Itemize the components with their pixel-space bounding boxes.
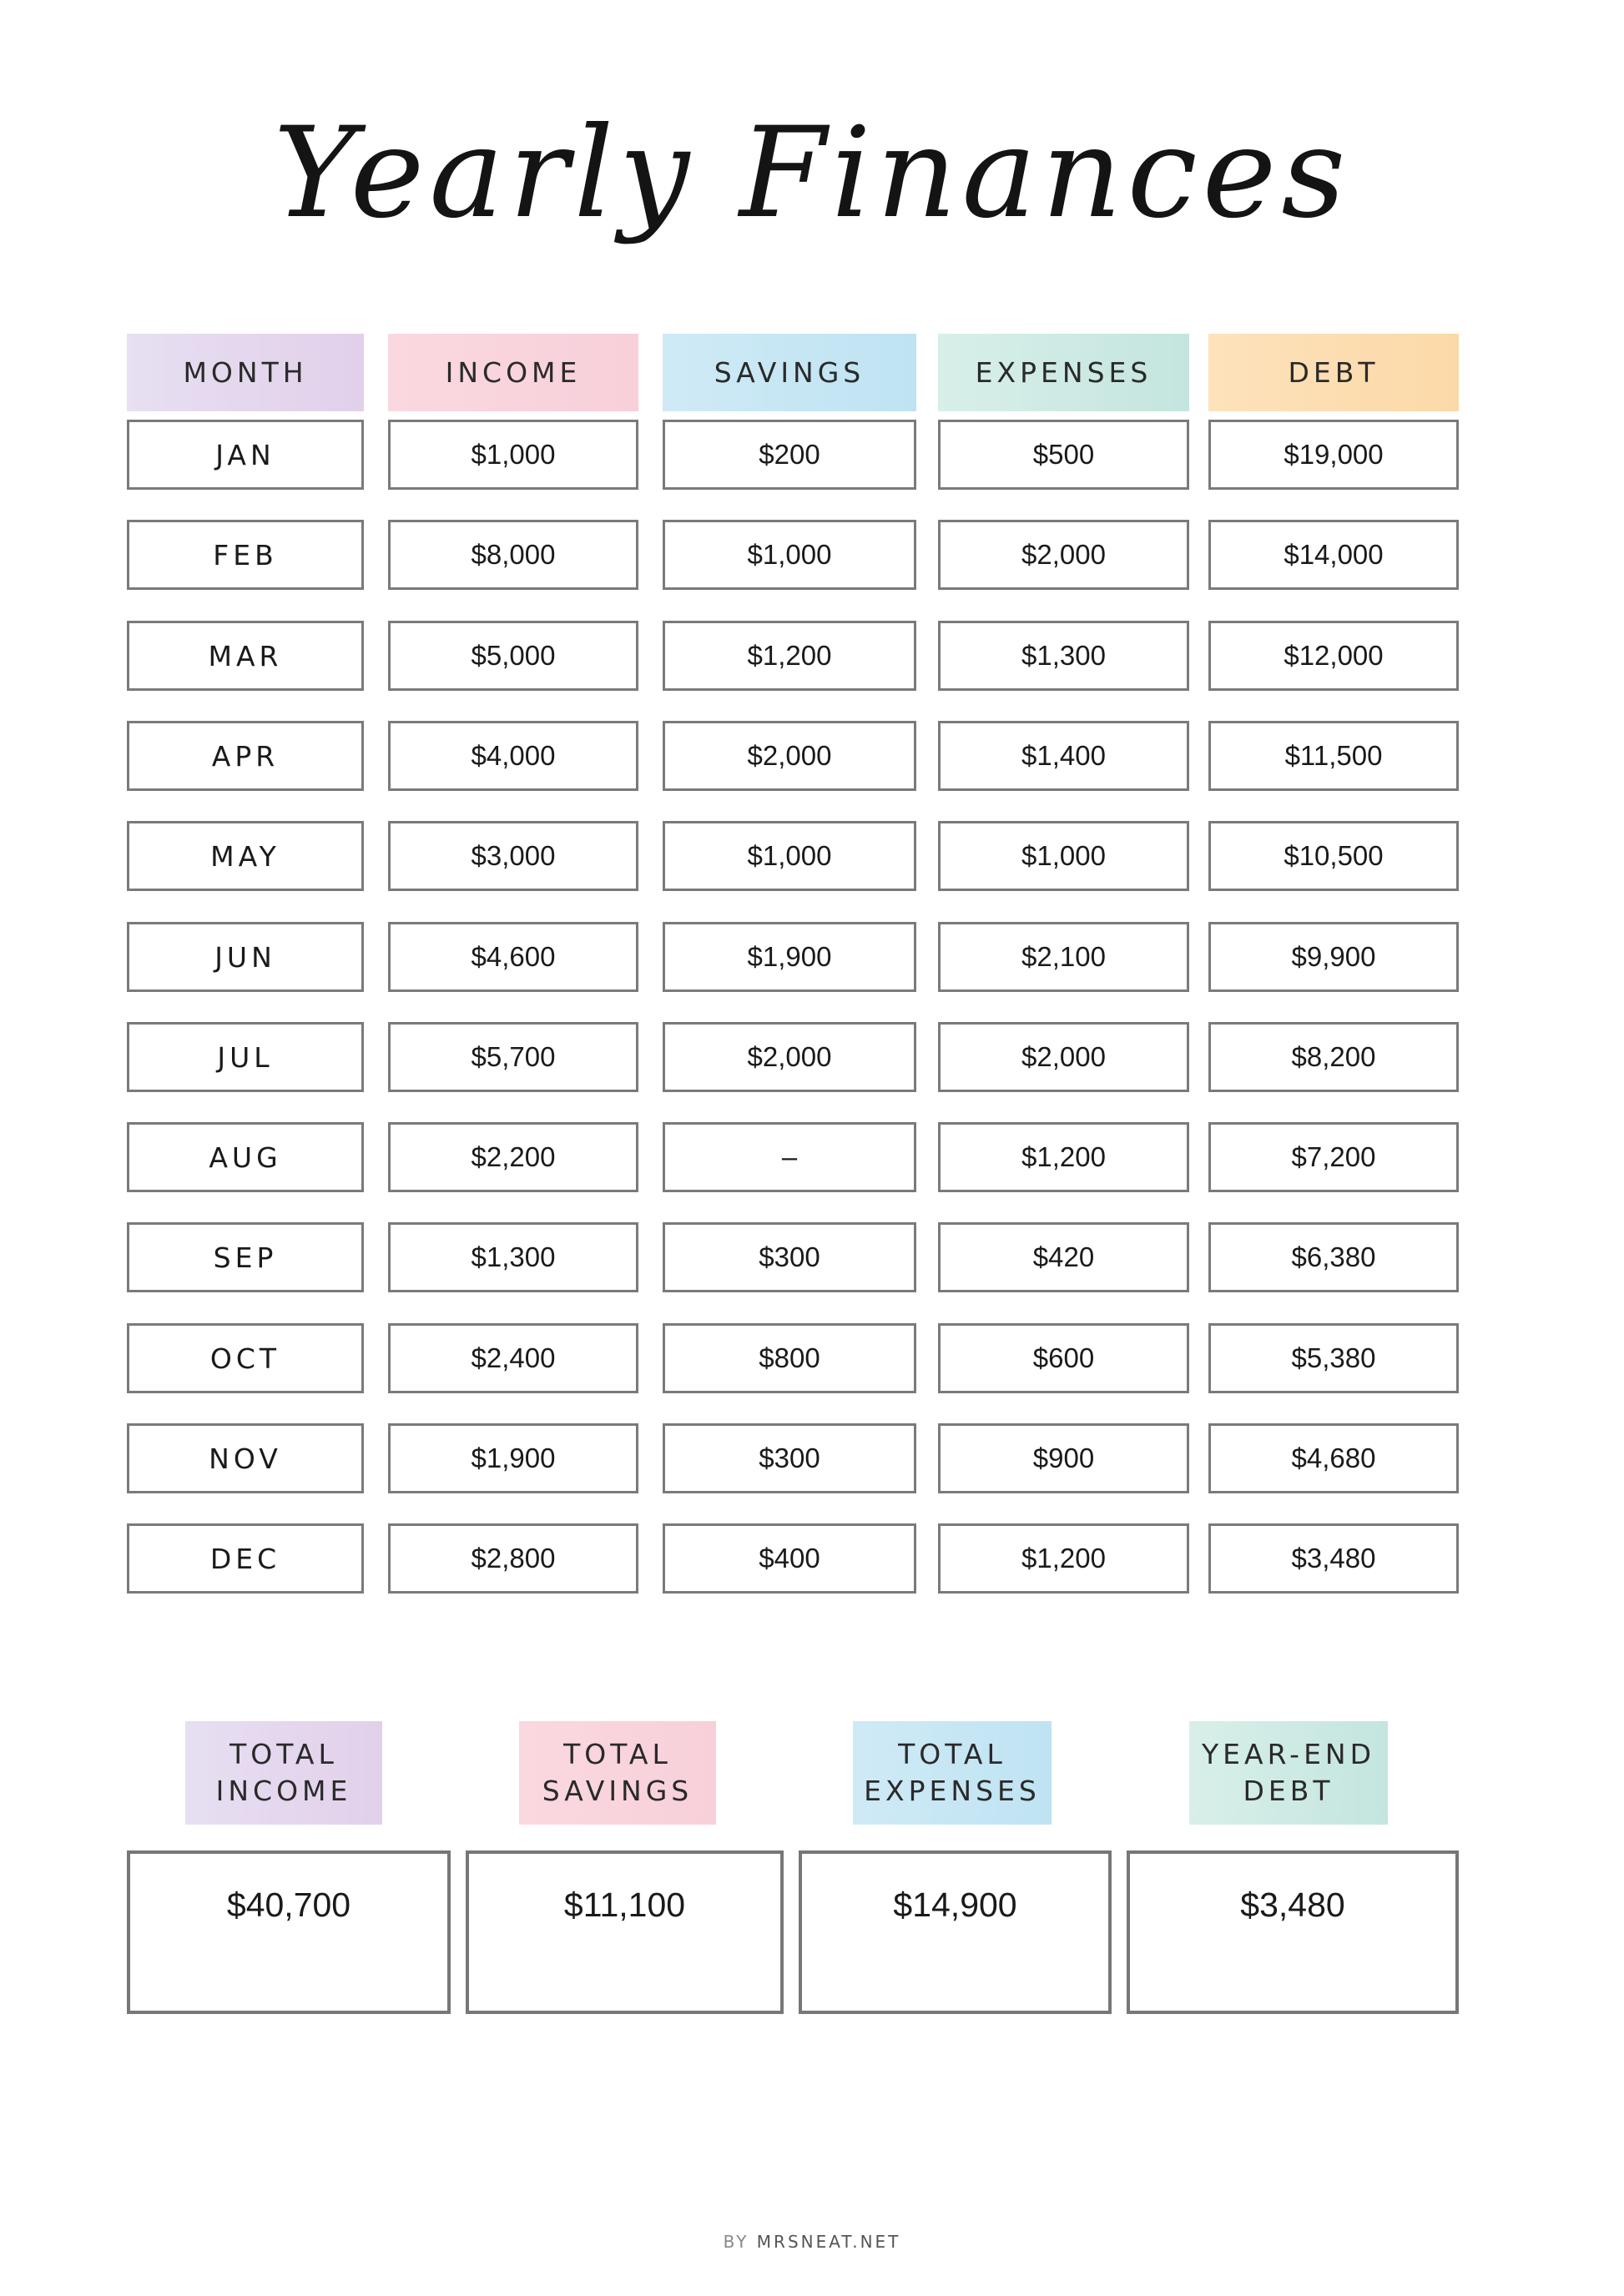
footer — [0, 2232, 1624, 2252]
income-field[interactable]: $5,700 — [388, 1022, 638, 1092]
page-title: Yearly Finances — [273, 101, 1351, 246]
expenses-field[interactable]: $2,000 — [938, 1022, 1189, 1092]
total-expenses-field[interactable]: $14,900 — [799, 1850, 1112, 2014]
savings-field[interactable]: $1,200 — [663, 621, 916, 691]
income-field[interactable]: $2,400 — [388, 1323, 638, 1393]
income-field[interactable]: $5,000 — [388, 621, 638, 691]
month-label: JUN — [127, 922, 364, 992]
month-label: MAR — [127, 621, 364, 691]
month-label: APR — [127, 721, 364, 791]
expenses-field[interactable]: $2,000 — [938, 520, 1189, 590]
expenses-field[interactable]: $2,100 — [938, 922, 1189, 992]
footer-site: MRSNEAT.NET — [756, 2232, 901, 2252]
savings-field[interactable]: $2,000 — [663, 1022, 916, 1092]
expenses-field[interactable]: $1,200 — [938, 1122, 1189, 1192]
income-field[interactable]: $4,600 — [388, 922, 638, 992]
debt-field[interactable]: $3,480 — [1208, 1523, 1459, 1594]
savings-field[interactable]: $300 — [663, 1423, 916, 1493]
income-field[interactable]: $1,300 — [388, 1222, 638, 1292]
debt-field[interactable]: $8,200 — [1208, 1022, 1459, 1092]
month-label: JAN — [127, 420, 364, 490]
expenses-field[interactable]: $1,000 — [938, 821, 1189, 891]
savings-field[interactable]: $200 — [663, 420, 916, 490]
total-expenses-label: TOTAL EXPENSES — [853, 1721, 1052, 1825]
income-field[interactable]: $8,000 — [388, 520, 638, 590]
savings-field[interactable]: $1,000 — [663, 821, 916, 891]
header-savings: SAVINGS — [663, 334, 916, 411]
debt-field[interactable]: $4,680 — [1208, 1423, 1459, 1493]
debt-field[interactable]: $11,500 — [1208, 721, 1459, 791]
total-income-field[interactable]: $40,700 — [127, 1850, 451, 2014]
income-field[interactable]: $3,000 — [388, 821, 638, 891]
expenses-field[interactable]: $600 — [938, 1323, 1189, 1393]
month-label: MAY — [127, 821, 364, 891]
savings-field[interactable]: $800 — [663, 1323, 916, 1393]
header-debt: DEBT — [1208, 334, 1459, 411]
debt-field[interactable]: $9,900 — [1208, 922, 1459, 992]
debt-field[interactable]: $10,500 — [1208, 821, 1459, 891]
footer-by: BY — [723, 2232, 749, 2252]
month-label: SEP — [127, 1222, 364, 1292]
debt-field[interactable]: $5,380 — [1208, 1323, 1459, 1393]
income-field[interactable]: $1,900 — [388, 1423, 638, 1493]
debt-field[interactable]: $7,200 — [1208, 1122, 1459, 1192]
total-savings-label: TOTAL SAVINGS — [519, 1721, 716, 1825]
expenses-field[interactable]: $900 — [938, 1423, 1189, 1493]
income-field[interactable]: $1,000 — [388, 420, 638, 490]
expenses-field[interactable]: $1,400 — [938, 721, 1189, 791]
expenses-field[interactable]: $1,200 — [938, 1523, 1189, 1594]
income-field[interactable]: $2,200 — [388, 1122, 638, 1192]
debt-field[interactable]: $12,000 — [1208, 621, 1459, 691]
savings-field[interactable]: $400 — [663, 1523, 916, 1594]
expenses-field[interactable]: $1,300 — [938, 621, 1189, 691]
month-label: OCT — [127, 1323, 364, 1393]
month-label: NOV — [127, 1423, 364, 1493]
debt-field[interactable]: $6,380 — [1208, 1222, 1459, 1292]
income-field[interactable]: $4,000 — [388, 721, 638, 791]
month-label: JUL — [127, 1022, 364, 1092]
expenses-field[interactable]: $500 — [938, 420, 1189, 490]
savings-field[interactable]: $1,000 — [663, 520, 916, 590]
savings-field[interactable]: – — [663, 1122, 916, 1192]
month-label: DEC — [127, 1523, 364, 1594]
total-income-label: TOTAL INCOME — [185, 1721, 382, 1825]
savings-field[interactable]: $2,000 — [663, 721, 916, 791]
year-end-debt-label: YEAR-END DEBT — [1189, 1721, 1388, 1825]
expenses-field[interactable]: $420 — [938, 1222, 1189, 1292]
header-income: INCOME — [388, 334, 638, 411]
header-expenses: EXPENSES — [938, 334, 1189, 411]
savings-field[interactable]: $300 — [663, 1222, 916, 1292]
income-field[interactable]: $2,800 — [388, 1523, 638, 1594]
debt-field[interactable]: $19,000 — [1208, 420, 1459, 490]
month-label: FEB — [127, 520, 364, 590]
debt-field[interactable]: $14,000 — [1208, 520, 1459, 590]
header-month: MONTH — [127, 334, 364, 411]
savings-field[interactable]: $1,900 — [663, 922, 916, 992]
year-end-debt-field[interactable]: $3,480 — [1127, 1850, 1459, 2014]
month-label: AUG — [127, 1122, 364, 1192]
total-savings-field[interactable]: $11,100 — [466, 1850, 784, 2014]
